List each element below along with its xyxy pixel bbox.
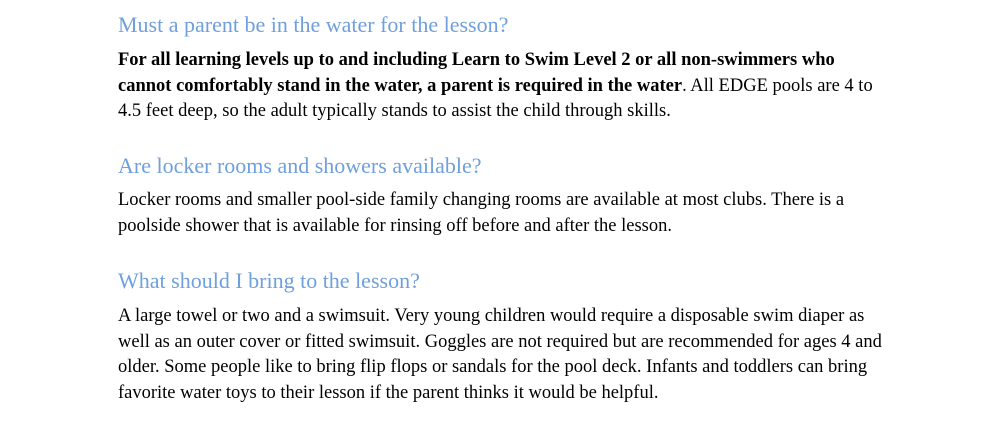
faq-answer-text: . All EDGE pools are 4 to 4.5 feet deep, so the adult typically stands to assist the child through skills.: [118, 75, 878, 122]
faq-answer-what-to-bring: A large towel or two and a swimsuit. Very young children would require a disposable swim diaper as well as an outer cover or fitted swimsuit. Goggles are not required but are recommended for ages 4 and older. Some people like to bring flip flops or sandals for the pool deck. Infants and toddlers can bring favorite water toys to their lesson if the parent thinks it would be helpful.: [118, 306, 887, 403]
faq-answer-locker-rooms: Locker rooms and smaller pool-side family changing rooms are available at most clubs. There is a poolside shower that is available for rinsing off before and after the lesson.: [118, 190, 854, 236]
faq-answer-bold-text: For all learning levels up to and including Learn to Swim Level 2 or all non-swimmers who cannot comfortably stand in the water, a parent is required in the water: [118, 50, 840, 96]
faq-question-parent-in-water: Must a parent be in the water for the lesson?: [118, 12, 509, 37]
faq-question-what-to-bring: What should I bring to the lesson?: [118, 268, 420, 293]
faq-answer-parent-in-water: [118, 48, 888, 125]
faq-question-locker-rooms: Are locker rooms and showers available?: [118, 153, 482, 178]
